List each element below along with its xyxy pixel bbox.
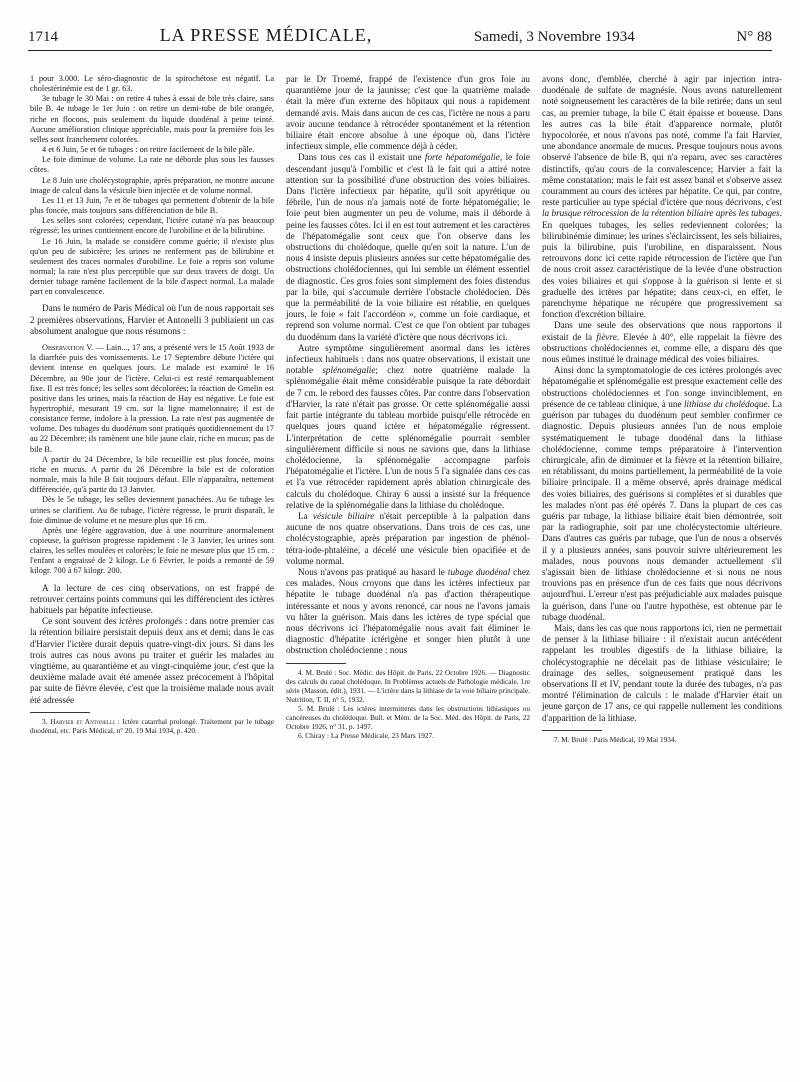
paragraph: A la lecture de ces cinq observations, on est frappé de retrouver certains points communs qui les différencient des ictères habituels par hépatite infectieuse. (30, 582, 274, 616)
issue-number: N° 88 (736, 29, 772, 45)
paragraph: Le foie diminue de volume. La rate ne déborde plus sous les fausses côtes. (30, 155, 274, 175)
paragraph: A partir du 24 Décembre, la bile recueillie est plus foncée, moins riche en mucus. A partir du 26 Décembre la bile est de coloration normale, mais la bile B fait toujours défaut. Elle n'apparaîtra, nettement différenciée, qu'à partir du 13 Janvier. (30, 454, 274, 495)
footnote-rule (286, 663, 346, 664)
paragraph: Les 11 et 13 Juin, 7e et 8e tubages qui permettent d'obtenir de la bile plus foncée, mais toujours sans différenciation de bile B. (30, 195, 274, 216)
journal-title: LA PRESSE MÉDICALE, (159, 25, 373, 45)
observation-v (30, 343, 274, 455)
paragraph: Ce sont souvent des ictères prolongés : dans notre premier cas la rétention biliaire persistait depuis deux ans et demi; dans le cas d'Harvier l'ictère durait depuis quatre-vingt-dix jours. Si dans les trois autres cas nous avons pu traiter et guérir les malades au vingtième, au quarantième et au vingt-cinquième jour, c'est que la deuxième malade avait été amenée assez précocement à l'hôpital par suite de fièvre élevée, c'est que la troisième malade nous avait été adressée (30, 616, 274, 705)
observation-text: — Lain..., 17 ans, a présenté vers le 15 Août 1933 de la diarrhée puis des vomissements. Le 17 Septembre débute l'ictère qui devient intense en quelques jours. Le malade est examiné le 16 Décembre, au 90e jour de l'ictère. Celui-ci est resté remarquablement fixe. Il est très foncé; les selles sont décolorées; la réaction de Gmelin est positive dans les urines, mais la réaction de Hay est négative. Le foie est hypertrophié, mesurant 19 cm. sur la ligne mamelonnaire; il est de consistance ferme, indolore à la pression. La rate n'est pas augmentée de volume. Des tubages du duodénum sont pratiqués quotidiennement du 17 au 22 Décembre; ils ramènent une bile jaune clair, riche en mucus; pas de bile B. (30, 343, 274, 454)
footnote-7: 7. M. Brulé : Paris Médical, 19 Mai 1934. (554, 734, 677, 744)
paragraph: Dans le numéro de Paris Médical où l'un de nous rapportait ses 2 premières observations, Harvier et Antonelli 3 publiaient un cas absolument analogue que nous résumons : (30, 303, 274, 336)
footnote-3: 3. Harvier et Antonelli : Ictère catarrhal prolongé. Traitement par le tubage duodénal, etc. Paris Médical, n° 20, 19 Mai 1934, p. 420. (30, 716, 274, 735)
paragraph: Le 8 Juin une cholécystographie, après préparation, ne montre aucune image de calcul dans la vésicule bien injectée et de volume normal. (30, 175, 274, 195)
paragraph: Dans une seule des observations que nous rapportons il existait de la fièvre. Elevée à 40°, elle rappelait la fièvre des obstructions cholédociennes et, comme elle, a disparu dès que nous eûmes institué le drainage médical des voies biliaires. (542, 320, 782, 365)
paragraph: La vésicule biliaire n'était perceptible à la palpation dans aucune de nos quatre observations. Dans trois de ces cas, une cholécystographie, après préparation par ingestion de phénol-tétra-iode-phtaléine, a décelé une vésicule bien opacifiée et de volume normal. (286, 510, 530, 566)
paragraph: Ainsi donc la symptomatologie de ces ictères prolongés avec hépatomégalie et splénomégalie est presque exactement celle des obstructions cholédociennes et l'on songe invinciblement, en présence de ce tableau clinique, à une lithiase du cholédoque. La guérison par tubages du duodénum peut sembler confirmer ce diagnostic. Depuis plusieurs années l'un de nous emploie systématiquement le tubage duodénal dans la lithiase cholédocienne, comme temps préparatoire à l'intervention chirurgicale, afin de diminuer et la fièvre et la rétention biliaire, en rétablissant, du moins partiellement, la perméabilité de la voie biliaire principale. Il a même observé, après drainage médical des voies biliaires, des guérisons si complètes et si durables que les malades n'ont pas été opérés 7. Dans la plupart de ces cas guéris par tubage, la lithiase biliaire était bien démontrée, soit par la radiographie, soit par une cholécystectomie ultérieure. Dans d'autres cas guéris par tubage, que l'un de nous a observés il y a plusieurs années, sans pouvoir suivre ultérieurement les malades, nous pouvons nous demander actuellement s'il s'agissait bien de lithiase cholédocienne et si nous ne nous trouvions pas en présence d'un de ces faits que nous décrivons aujourd'hui. L'erreur n'est pas préjudiciable aux malades puisque la guérison, dans l'une ou l'autre hypothèse, est obtenue par le tubage duodénal. (542, 365, 782, 622)
paragraph: Mais, dans les cas que nous rapportons ici, rien ne permettait de penser à la lithiase biliaire : il n'existait aucun antécédent rappelant les troubles digestifs de la lithiase biliaire, la cholécystographie ne décelait pas de lithiase vésiculaire; le drainage des selles, soigneusement pratiqué dans les observations II et IV, pendant toute la durée des tubages, n'a pas montré l'élimination de calculs : le malade d'Harvier était un jeune garçon de 17 ans, ce qui rappelle nullement les conditions d'apparition de la lithiase. (542, 622, 782, 723)
page-number: 1714 (28, 29, 58, 45)
column-right (542, 74, 782, 744)
paragraph: Dans tous ces cas il existait une forte hépatomégalie, le foie descendant jusqu'à l'ombilic et c'est là le fait qui a attiré notre attention sur la possibilité d'une obstruction des voies biliaires. Dans l'ictère infectieux par hépatite, qu'il soit apyrétique ou fébrile, l'un de nous n'a jamais noté de forte hépatomégalie; le foie peut bien augmenter un peu de volume, mais il déborde à peine les fausses côtes. Ici il en est tout autrement et les caractères de l'hépatomégalie sont ceux que l'on observe dans les obstructions du cholédoque, quelle qu'en soit la nature. L'un de nous 4 insiste depuis plusieurs années sur cette hépatomégalie des obstructions cholédociennes, qui lui semble un élément essentiel de diagnostic. Ces gros foies sont simplement des foies distendus par la bile, qui s'accumule derrière l'obstacle cholédocien. Dès que la perméabilité de la voie biliaire est rétablie, en quelques jours, le foie « fait l'accordéon », comme un foie cardiaque, et reprend son volume normal. C'est ce que l'on obtient par tubages du duodénum dans la variété d'ictère que nous décrivons ici. (286, 152, 530, 342)
page-header (28, 18, 772, 51)
footnote-5: 5. M. Brulé : Les ictères intermittents dans les obstructions lithiasiques ou cancéreuses du cholédoque. Bull. et Mém. de la Soc. Méd. des Hôpit. de Paris, 22 Octobre 1926, n° 31, p. 1497. (286, 703, 530, 731)
paragraph: Les selles sont colorées; cependant, l'ictère cutané n'a pas beaucoup régressé; les urines contiennent encore de l'urobiline et de la bilirubine. (30, 216, 274, 236)
paragraph: par le Dr Troemé, frappé de l'existence d'un gros foie au quarantième jour de la jaunisse; c'est que la quatrième malade était la mère d'un externe des hôpitaux qui nous a rapidement demandé avis. Mais dans aucun de ces cas, l'ictère ne nous a paru avoir aucune tendance à rétrocéder spontanément et la rétention biliaire était encore absolue à une époque où, dans l'ictère infectieux simple, elle commence déjà à céder. (286, 74, 530, 152)
paragraph: Nous n'avons pas pratiqué au hasard le tubage duodénal chez ces malades. Nous croyons que dans les ictères infectieux par hépatite le tubage duodénal n'a pas d'action thérapeutique intéressante et nous y avons renoncé, car nous ne l'avons jamais vu hâter la guérison. Mais dans les ictères de type spécial que nous décrivons ici l'hépatomégalie nous avait fait éliminer le diagnostic d'hépatite ictérigène et songer bien plutôt à une obstruction cholédocienne : nous (286, 566, 530, 656)
paragraph: Autre symptôme singulièrement anormal dans les ictères infectieux habituels : dans nos quatre observations, il existait une notable splénomégalie; chez notre quatrième malade la splénomégalie était même considérable puisque la rate débordait de 7 cm. le rebord des fausses côtes. Par contre dans l'observation d'Harvier, la rate n'était pas grosse. Or cette splénomégalie aussi fait partie intégrante du tableau morbide puisqu'elle rétrocède en quelques jours quand ictère et hépatomégalie régressent. L'interprétation de cette splénomégalie pourrait sembler singulièrement difficile si nous ne savions que, dans la lithiase cholédocienne, la splénomégalie accompagne parfois l'hépatomégalie et l'ictère. L'un de nous 5 l'a signalée dans ces cas et l'a vue rétrocéder rapidement après ablation chirurgicale des calculs du cholédoque. Chiray 6 aussi a insisté sur la fréquence relative de la splénomégalie dans la lithiase du cholédoque. (286, 342, 531, 510)
paragraph: Dès le 5e tubage, les selles deviennent panachées. Au 6e tubage les urines se clarifient. Au 8e tubage, l'ictère régresse, le prurit disparaît, le foie diminue de volume et ne mesure plus que 16 cm. (30, 495, 274, 525)
column-middle (286, 74, 530, 740)
footnote-6: 6. Chiray : La Presse Médicale, 23 Mars 1927. (298, 730, 434, 740)
footnote-rule (30, 712, 90, 713)
paragraph: Le 16 Juin, la malade se considère comme guérie; il n'existe plus qu'un peu de subictère; les urines ne renferment pas de bilirubine et seulement des traces normales d'urobiline. Le foie a repris son volume normal; la rate n'est plus perceptible que sur deux travers de doigt. Un dernier tubage ramène facilement de la bile d'aspect normal. La malade part en convalescence. (30, 236, 274, 297)
paragraph: Après une légère aggravation, due à une nourriture anormalement copieuse, la guérison progresse rapidement : le 3 Janvier, les urines sont claires, les selles moulées et colorées; le foie ne mesure plus que 15 cm. : l'enfant a engraissé de 2 kilogr. Le 6 Février, le poids a remonté de 59 kilogr. 700 à 67 kilogr. 200. (30, 525, 274, 576)
issue-date: Samedi, 3 Novembre 1934 (473, 29, 635, 45)
paragraph: avons donc, d'emblée, cherché à agir par injection intra-duodénale de sulfate de magnésie. Nous avons naturellement noté soigneusement les caractères de la bile retirée; dans un seul cas, au premier tubage, la bile C était épaisse et boueuse. Dans les autres cas la bile était d'apparence normale, plutôt hypocolorée, et nous n'avons pas noté, comme l'a fait Harvier, une abondance anormale de mucus. Presque toujours nous avons observé l'absence de bile B, qui n'a reparu, avec ses caractères distinctifs, qu'au cours de la convalescence; Harvier a fait la même constatation; mais le fait est assez banal et s'observe assez couramment au cours des ictères par hépatite. Ce qui, par contre, reste particulier au type spécial d'ictère que nous décrivons, c'est la brusque rétrocession de la rétention biliaire après les tubages. En quelques tubages, les selles redeviennent colorées; la bilirubinémie diminue; les urines s'éclaircissent, les sels biliaires, puis la bilirubine, puis l'urobiline, en disparaissent. Nous retrouvons donc ici cette rapide rétrocession de l'ictère que l'un de nous croit assez caractéristique de la levée d'une obstruction des voies biliaires et qui s'oppose à la guérison si lente et si graduelle des ictères par hépatite; dans ceux-ci, en effet, le parenchyme hépatique ne récupère que progressivement sa fonction d'excrétion biliaire. (542, 74, 782, 320)
paragraph: 3e tubage le 30 Mai : on retire 4 tubes à essai de bile très claire, sans bile B. 4e tubage le 1er Juin : on retire un demi-tube de bile orangée, riche en flocons, puis seulement du liquide duodénal à peine teinté. Aucune amélioration clinique appréciable, mais pour la première fois les selles sont franchement colorées. (30, 94, 274, 144)
observation-label: Observation V. (42, 343, 94, 353)
paragraph: 1 pour 3.000. Le séro-diagnostic de la spirochétose est négatif. La cholestérinémie est de 1 gr. 63. (30, 74, 274, 94)
footnote-4: 4. M. Brulé : Soc. Médic. des Hôpit. de Paris, 22 Octobre 1926. — Diagnostic des calculs du canal cholédoque. In Problèmes actuels de Pathologie médicale, 1re série (Masson, édit.), 1931. — L'ictère dans la lithiase de la voie biliaire principale. Nutrition, T. II, n° 5, 1932. (286, 667, 530, 704)
column-left (30, 74, 274, 735)
footnote-rule (542, 730, 602, 731)
paragraph: 4 et 6 Juin, 5e et 6e tubages : on retire facilement de la bile pâle. (42, 145, 255, 155)
